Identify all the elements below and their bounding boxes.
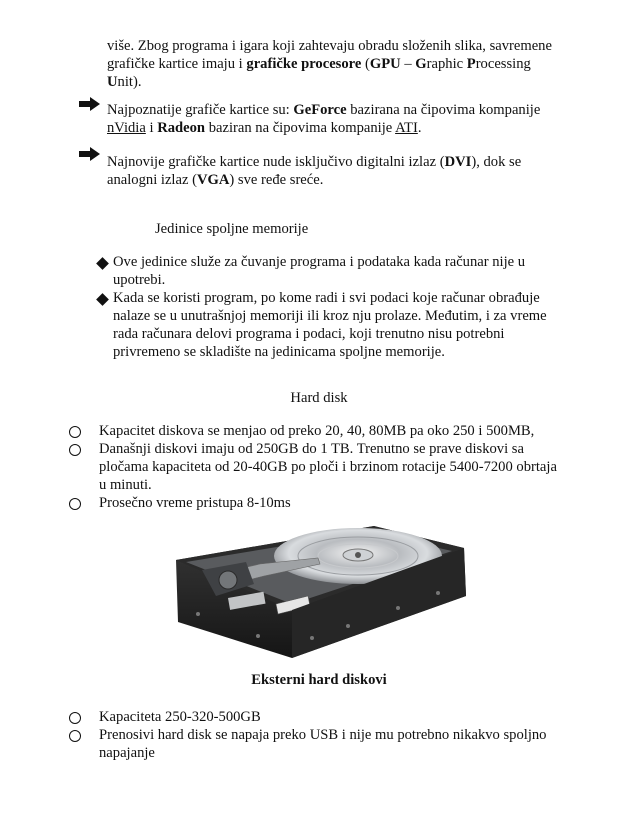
- hdd-bullet-3: Prosečno vreme pristupa 8-10ms: [99, 495, 291, 511]
- intro-paragraph: [107, 37, 552, 91]
- memory-bullet-2: Kada se koristi program, po kome radi i svi podaci koje računar obrađuje nalaze se u unutrašnjoj memoriji ili kroz nju prolaze. Međutim, i za vreme rada računara delovi programa i podaci, koji trenutno nisu potrebni privremeno se skladište na jedinicama spoljne memorije.: [113, 290, 547, 360]
- hdd-bullet-1: Kapacitet diskova se menjao od preko 20, 40, 80MB pa oko 250 i 500MB,: [99, 423, 535, 439]
- diamond-bullet-icon: [96, 293, 109, 306]
- heading-external-memory: Jedinice spoljne memorije: [155, 221, 309, 237]
- hdd-bullet-2: Današnji diskovi imaju od 250GB do 1 TB. Trenutno se prave diskovi sa pločama kapaciteta od 20-40GB po ploči i brzinom rotacije 5400-7200 obrtaja u minuti.: [99, 441, 557, 493]
- graphics-cards-paragraph: Najpoznatije grafiče kartice su: GeForce bazirana na čipovima kompanije nVidia i Radeon baziran na čipovima kompanije ATI.: [107, 102, 541, 136]
- output-paragraph: Najnovije grafičke kartice nude isključivo digitalni izlaz (DVI), dok se analogni izlaz (VGA) sve ređe sreće.: [107, 154, 522, 188]
- memory-bullet-1: Ove jedinice služe za čuvanje programa i podataka kada računar nije u upotrebi.: [113, 254, 526, 288]
- circle-bullet-icon: [69, 712, 81, 724]
- external-bullet-2: Prenosivi hard disk se napaja preko USB i nije mu potrebno nikakvo spoljno napajanje: [99, 727, 547, 761]
- intro-line-1: više. Zbog programa i igara koji zahtevaju obradu složenih slika, savremene: [107, 38, 552, 54]
- circle-bullet-icon: [69, 426, 81, 438]
- hard-disk-image: [168, 518, 473, 666]
- ati-link[interactable]: ATI: [395, 120, 418, 136]
- intro-line-2: grafičke kartice imaju i grafičke procesore (GPU – Graphic Processing: [107, 56, 531, 72]
- circle-bullet-icon: [69, 444, 81, 456]
- nvidia-link[interactable]: nVidia: [107, 120, 146, 136]
- intro-line-3: Unit).: [107, 74, 142, 90]
- right-arrow-icon: [79, 147, 101, 161]
- heading-hard-disk: Hard disk: [290, 390, 348, 406]
- heading-external-hard-disks: Eksterni hard diskovi: [251, 672, 387, 688]
- circle-bullet-icon: [69, 498, 81, 510]
- circle-bullet-icon: [69, 730, 81, 742]
- external-bullet-1: Kapaciteta 250-320-500GB: [99, 709, 261, 725]
- right-arrow-icon: [79, 97, 101, 111]
- diamond-bullet-icon: [96, 257, 109, 270]
